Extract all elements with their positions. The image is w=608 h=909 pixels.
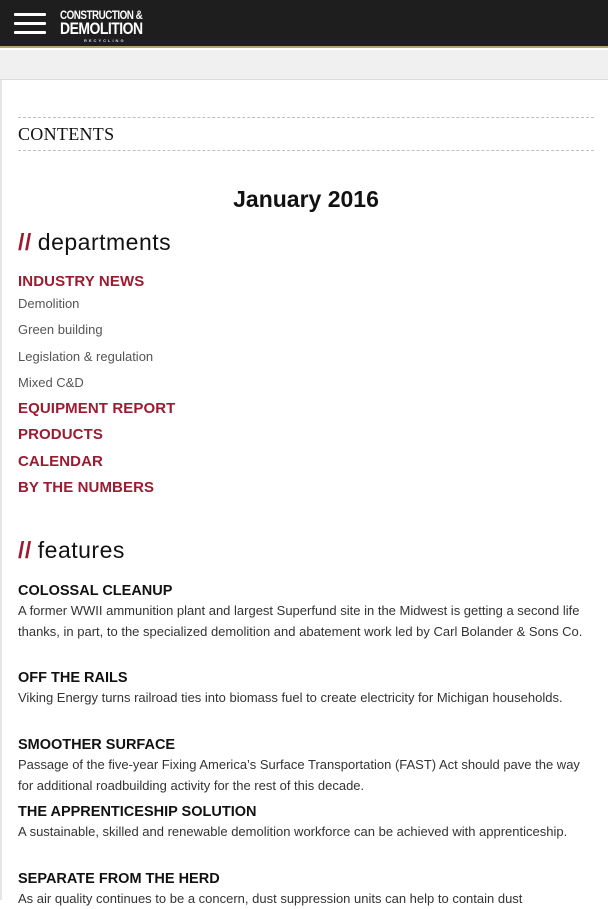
features-heading (18, 537, 125, 564)
publication-logo[interactable] (60, 9, 162, 43)
section-slashes: // (18, 537, 32, 563)
feature-title[interactable]: COLOSSAL CLEANUP (18, 583, 173, 599)
feature-title[interactable]: THE APPRENTICESHIP SOLUTION (18, 804, 257, 820)
departments-heading-text: departments (37, 229, 172, 255)
dept-link-by-the-numbers[interactable]: BY THE NUMBERS (18, 479, 155, 496)
feature-item[interactable] (18, 736, 590, 796)
feature-title[interactable]: SMOOTHER SURFACE (18, 737, 176, 753)
issue-title: January 2016 (233, 186, 379, 212)
dept-link-green-building[interactable]: Green building (18, 322, 103, 337)
logo-line-2: DEMOLITION (60, 19, 143, 38)
dept-link-legislation[interactable]: Legislation & regulation (18, 349, 154, 364)
dept-link-equipment-report[interactable]: EQUIPMENT REPORT (18, 400, 176, 417)
feature-item[interactable] (18, 870, 590, 909)
feature-title[interactable]: SEPARATE FROM THE HERD (18, 871, 220, 887)
app-header (0, 0, 608, 48)
menu-icon-bar (14, 22, 46, 25)
departments-heading (18, 229, 171, 256)
menu-icon-bar (14, 13, 46, 16)
logo-line-3: RECYCLING (84, 38, 126, 43)
dept-link-demolition[interactable]: Demolition (18, 296, 80, 311)
feature-description: As air quality continues to be a concern, dust suppression units can help to contain dust (18, 891, 523, 906)
sub-header-bar (0, 50, 608, 80)
feature-description: Passage of the five-year Fixing America’s Surface Transportation (FAST) Act should pave the way for additional roadbuilding activity for the rest of this decade. (18, 757, 580, 793)
feature-title[interactable]: OFF THE RAILS (18, 670, 128, 686)
dept-link-industry-news[interactable]: INDUSTRY NEWS (18, 273, 145, 290)
contents-page (0, 80, 608, 906)
contents-heading: CONTENTS (18, 124, 115, 144)
dept-link-calendar[interactable]: CALENDAR (18, 453, 103, 470)
feature-description: A sustainable, skilled and renewable demolition workforce can be achieved with apprenticeship. (18, 824, 568, 839)
dept-link-products[interactable]: PRODUCTS (18, 426, 103, 443)
feature-item[interactable] (18, 803, 590, 842)
menu-icon-bar (14, 31, 46, 34)
logo-line-1: CONSTRUCTION & (60, 8, 143, 22)
feature-description: Viking Energy turns railroad ties into biomass fuel to create electricity for Michigan households. (18, 690, 563, 705)
section-slashes: // (18, 229, 32, 255)
feature-item[interactable] (18, 669, 590, 708)
contents-heading-box (18, 117, 594, 151)
features-heading-text: features (37, 537, 125, 563)
dept-link-mixed-cd[interactable]: Mixed C&D (18, 375, 84, 390)
feature-item[interactable] (18, 582, 590, 642)
menu-icon[interactable] (14, 13, 46, 35)
feature-description: A former WWII ammunition plant and largest Superfund site in the Midwest is getting a second life thanks, in part, to the specialized demolition and abatement work led by Carl Bolander & Sons Co. (18, 603, 583, 639)
